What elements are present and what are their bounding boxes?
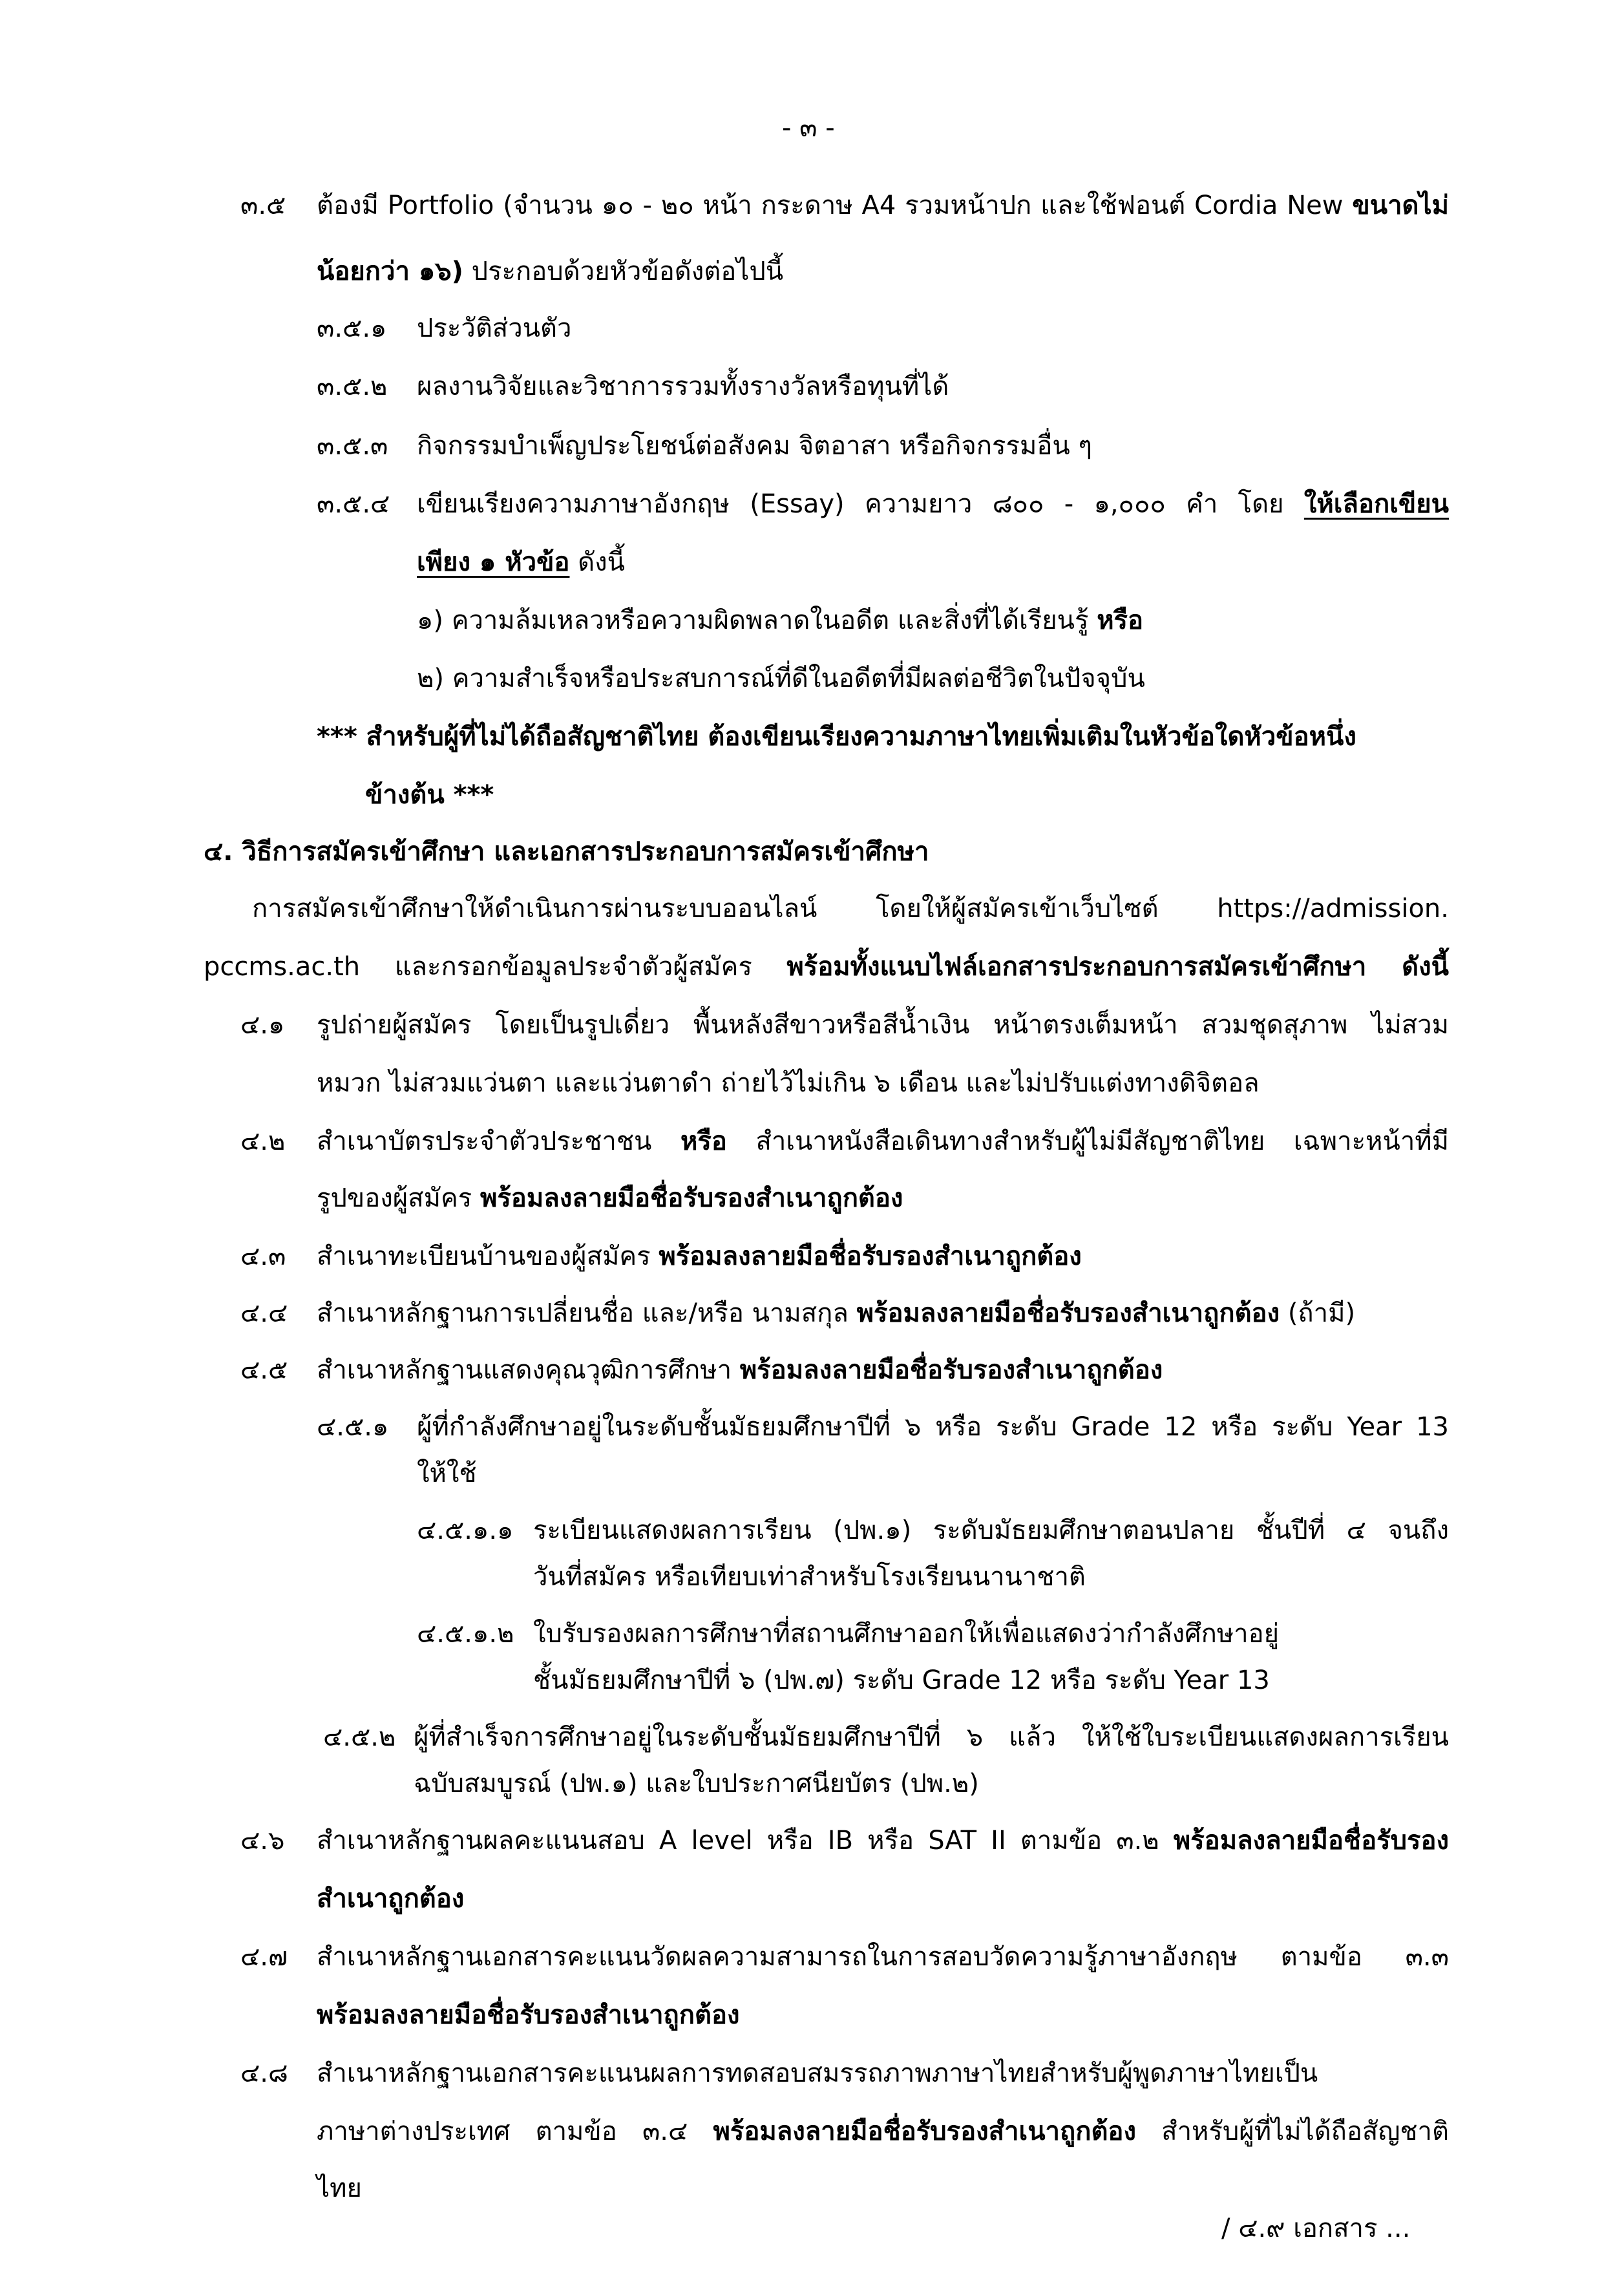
item-4-5-1-2-line1: ใบรับรองผลการศึกษาที่สถานศึกษาออกให้เพื่อแสดงว่ากำลังศึกษาอยู่ (533, 1619, 1280, 1649)
item-4-7-line1: สำเนาหลักฐานเอกสารคะแนนวัดผลความสามารถในการสอบวัดความรู้ภาษาอังกฤษ ตามข้อ ๓.๓ (317, 1942, 1449, 1972)
item-4-2-line1 (317, 1123, 1449, 1159)
item-3-5-text: ต้องมี Portfolio (จำนวน ๑๐ - ๒๐ หน้า กระดาษ A4 รวมหน้าปก และใช้ฟอนต์ Cordia New (317, 191, 1353, 220)
essay-option-1 (417, 602, 1143, 639)
item-3-5-line1 (317, 187, 1449, 224)
essay-underlined-1: ให้เลือกเขียน (1303, 489, 1449, 519)
item-4-2-text-d: รูปของผู้สมัคร (317, 1183, 480, 1213)
item-4-5-text-a: สำเนาหลักฐานแสดงคุณวุฒิการศึกษา (317, 1355, 740, 1385)
essay-text: เขียนเรียงความภาษาอังกฤษ (Essay) ความยาว ๘๐๐ - ๑,๐๐๐ คำ โดย (417, 489, 1304, 519)
item-4-3-bold: พร้อมลงลายมือชื่อรับรองสำเนาถูกต้อง (659, 1242, 1082, 1271)
item-number-3-5-3: ๓.๕.๓ (317, 431, 388, 461)
item-3-5-bold: ขนาดไม่ (1352, 191, 1449, 220)
intro-bold: พร้อมทั้งแนบไฟล์เอกสารประกอบการสมัครเข้าศึกษา ดังนี้ (786, 952, 1450, 982)
item-number-4-1: ๔.๑ (240, 1010, 285, 1040)
item-4-7-line2: พร้อมลงลายมือชื่อรับรองสำเนาถูกต้อง (317, 2000, 740, 2030)
item-4-8-bold: พร้อมลงลายมือชื่อรับรองสำเนาถูกต้อง (713, 2117, 1136, 2146)
item-4-8-text-a: ภาษาต่างประเทศ ตามข้อ ๓.๔ (317, 2117, 713, 2146)
section-4-heading: ๔. วิธีการสมัครเข้าศึกษา และเอกสารประกอบการสมัครเข้าศึกษา (204, 837, 929, 867)
item-4-8-line3: ไทย (317, 2173, 362, 2203)
item-4-6-bold: พร้อมลงลายมือชื่อรับรอง (1173, 1826, 1449, 1856)
item-4-6-line2: สำเนาถูกต้อง (317, 1884, 465, 1914)
item-4-5-1-line2: ให้ใช้ (417, 1459, 477, 1488)
item-4-1-line2: หมวก ไม่สวมแว่นตา และแว่นตาดำ ถ่ายไว้ไม่เกิน ๖ เดือน และไม่ปรับแต่งทางดิจิตอล (317, 1068, 1260, 1098)
essay-underlined-2: เพียง ๑ หัวข้อ (417, 547, 570, 577)
item-number-4-7: ๔.๗ (240, 1942, 288, 1972)
item-4-4-text-c: (ถ้ามี) (1280, 1298, 1356, 1328)
item-3-5-2-text: ผลงานวิจัยและวิชาการรวมทั้งรางวัลหรือทุนที่ได้ (417, 372, 949, 401)
item-4-2-text-a: สำเนาบัตรประจำตัวประชาชน (317, 1126, 680, 1156)
essay-option-1-bold: หรือ (1097, 606, 1144, 635)
item-number-4-4: ๔.๔ (240, 1298, 288, 1328)
item-number-3-5-1: ๓.๕.๑ (317, 313, 387, 343)
item-4-5-2-line2: ฉบับสมบูรณ์ (ปพ.๑) และใบประกาศนียบัตร (ปพ.๒) (414, 1769, 979, 1799)
item-4-5-1-1-line1: ระเบียนแสดงผลการเรียน (ปพ.๑) ระดับมัธยมศึกษาตอนปลาย ชั้นปีที่ ๔ จนถึง (533, 1516, 1449, 1545)
item-3-5-text-2: ประกอบด้วยหัวข้อดังต่อไปนี้ (463, 257, 784, 286)
note-line2: ข้างต้น *** (365, 780, 494, 810)
item-number-4-6: ๔.๖ (240, 1826, 285, 1856)
section-4-intro-line2 (204, 949, 1449, 985)
item-number-4-8: ๔.๘ (240, 2058, 288, 2088)
item-3-5-3-text: กิจกรรมบำเพ็ญประโยชน์ต่อสังคม จิตอาสา หรือกิจกรรมอื่น ๆ (417, 431, 1092, 461)
item-3-5-bold-2: น้อยกว่า ๑๖) (317, 257, 463, 286)
item-3-5-1-text: ประวัติส่วนตัว (417, 313, 572, 343)
item-4-5-text (317, 1352, 1163, 1388)
item-4-4-bold: พร้อมลงลายมือชื่อรับรองสำเนาถูกต้อง (856, 1298, 1280, 1328)
item-4-2-line2 (317, 1180, 903, 1216)
note-line1: *** สำหรับผู้ที่ไม่ได้ถือสัญชาติไทย ต้องเขียนเรียงความภาษาไทยเพิ่มเติมในหัวข้อใดหัวข้อหนึ่ง (317, 722, 1356, 752)
essay-text-2: ดังนี้ (569, 547, 626, 577)
item-4-4-text-a: สำเนาหลักฐานการเปลี่ยนชื่อ และ/หรือ นามสกุล (317, 1298, 857, 1328)
item-4-8-line2 (317, 2113, 1449, 2150)
continuation-note: / ๔.๙ เอกสาร ... (1221, 2214, 1411, 2243)
essay-option-1-text: ๑) ความล้มเหลวหรือความผิดพลาดในอดีต และสิ่งที่ได้เรียนรู้ (417, 606, 1097, 635)
item-number-4-5-1-1: ๔.๕.๑.๑ (417, 1516, 514, 1545)
essay-option-2: ๒) ความสำเร็จหรือประสบการณ์ที่ดีในอดีตที่มีผลต่อชีวิตในปัจจุบัน (417, 664, 1145, 693)
item-4-2-bold: หรือ (680, 1126, 727, 1156)
item-number-3-5-2: ๓.๕.๒ (317, 372, 388, 401)
item-4-2-bold-2: พร้อมลงลายมือชื่อรับรองสำเนาถูกต้อง (480, 1183, 903, 1213)
section-4-intro-line1: การสมัครเข้าศึกษาให้ดำเนินการผ่านระบบออนไลน์ โดยให้ผู้สมัครเข้าเว็บไซต์ https://admission. (252, 894, 1449, 924)
page-number: - ๓ - (782, 113, 835, 143)
intro-text: pccms.ac.th และกรอกข้อมูลประจำตัวผู้สมัคร (204, 952, 787, 982)
item-4-3-text (317, 1238, 1082, 1274)
item-number-3-5-4: ๓.๕.๔ (317, 489, 390, 519)
item-number-4-5-1: ๔.๕.๑ (317, 1412, 389, 1442)
item-3-5-4-line1 (417, 486, 1449, 522)
item-4-6-text: สำเนาหลักฐานผลคะแนนสอบ A level หรือ IB หรือ SAT II ตามข้อ ๓.๒ (317, 1826, 1174, 1856)
item-4-4-text (317, 1295, 1355, 1331)
item-4-2-text-c: สำเนาหนังสือเดินทางสำหรับผู้ไม่มีสัญชาติไทย เฉพาะหน้าที่มี (726, 1126, 1450, 1156)
item-number-4-3: ๔.๓ (240, 1242, 286, 1271)
item-number-4-5-2: ๔.๕.๒ (323, 1722, 396, 1752)
item-4-3-text-a: สำเนาทะเบียนบ้านของผู้สมัคร (317, 1242, 659, 1271)
item-4-1-line1: รูปถ่ายผู้สมัคร โดยเป็นรูปเดี่ยว พื้นหลังสีขาวหรือสีน้ำเงิน หน้าตรงเต็มหน้า สวมชุดสุภาพ ไม่สวม (317, 1010, 1450, 1040)
item-4-5-2-line1: ผู้ที่สำเร็จการศึกษาอยู่ในระดับชั้นมัธยมศึกษาปีที่ ๖ แล้ว ให้ใช้ใบระเบียนแสดงผลการเรียน (414, 1722, 1449, 1752)
item-number-4-5-1-2: ๔.๕.๑.๒ (417, 1619, 514, 1649)
item-4-5-1-line1: ผู้ที่กำลังศึกษาอยู่ในระดับชั้นมัธยมศึกษาปีที่ ๖ หรือ ระดับ Grade 12 หรือ ระดับ Year 13 (417, 1412, 1449, 1442)
item-number-4-2: ๔.๒ (240, 1126, 286, 1156)
item-3-5-4-line2 (417, 544, 625, 580)
item-4-5-bold: พร้อมลงลายมือชื่อรับรองสำเนาถูกต้อง (739, 1355, 1163, 1385)
item-4-8-line1: สำเนาหลักฐานเอกสารคะแนนผลการทดสอบสมรรถภาพภาษาไทยสำหรับผู้พูดภาษาไทยเป็น (317, 2058, 1318, 2088)
item-3-5-line2 (317, 253, 783, 290)
item-number-4-5: ๔.๕ (240, 1355, 288, 1385)
item-4-5-1-2-line2: ชั้นมัธยมศึกษาปีที่ ๖ (ปพ.๗) ระดับ Grade 12 หรือ ระดับ Year 13 (533, 1665, 1270, 1695)
item-4-6-line1 (317, 1823, 1449, 1859)
item-number-3-5: ๓.๕ (240, 191, 286, 220)
item-4-8-text-c: สำหรับผู้ที่ไม่ได้ถือสัญชาติ (1135, 2117, 1449, 2146)
item-4-5-1-1-line2: วันที่สมัคร หรือเทียบเท่าสำหรับโรงเรียนนานาชาติ (533, 1562, 1086, 1592)
